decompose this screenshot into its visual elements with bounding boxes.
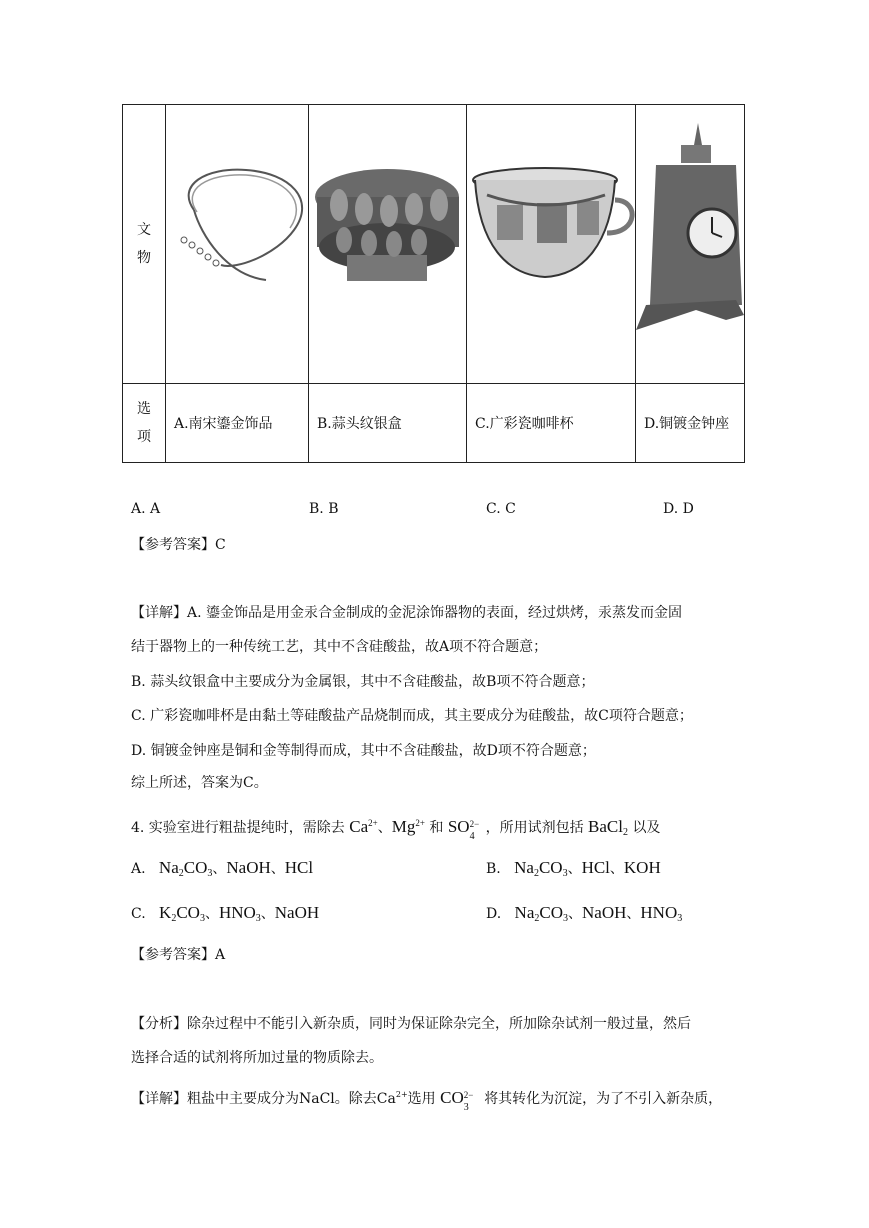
choice-c: C. C	[486, 501, 516, 517]
gold-chain-image	[166, 105, 308, 379]
choice-a: A. A	[131, 501, 161, 517]
relic-image-b	[309, 105, 467, 384]
relic-image-d	[636, 105, 745, 384]
q4-detail-line-1: 【详解】粗盐中主要成分为NaCl。除去$Ca^{2+}$选用 CO 2− 3 将其转化为沉淀，为了不引入新杂质，	[131, 1088, 723, 1113]
choice-b: B. B	[309, 501, 339, 517]
option-d-label: D.铜镀金钟座	[636, 384, 745, 463]
relic-image-c	[467, 105, 636, 384]
q4-choice-a: A. $Na_2CO_3$、NaOH、HCl	[131, 858, 314, 879]
q4-choice-c: C. $K_2CO_3$、$HNO_3$、NaOH	[131, 903, 320, 924]
q4-choice-d: D. $Na_2CO_3$、NaOH、$HNO_3$	[486, 903, 683, 924]
relics-table	[122, 104, 745, 463]
coffee-cup-image	[467, 105, 635, 379]
option-a-label: A.南宋鎏金饰品	[166, 384, 309, 463]
q4-answer: 【参考答案】A	[131, 947, 226, 963]
q3-detail-line-2: 结于器物上的一种传统工艺，其中不含硅酸盐，故A项不符合题意；	[131, 639, 548, 655]
q3-detail-line-6: 综上所述，答案为C。	[131, 775, 268, 791]
relic-row-header: 文 物	[123, 105, 166, 384]
choice-d: D. D	[663, 501, 694, 517]
clock-stand-image	[636, 105, 744, 379]
q4-choice-b: B. $Na_2CO_3$、HCl、KOH	[486, 858, 661, 879]
q4-analysis-line-1: 【分析】除杂过程中不能引入新杂质，同时为保证除杂完全，所加除杂试剂一般过量，然后	[131, 1016, 691, 1032]
q3-detail-line-3: B. 蒜头纹银盒中主要成分为金属银，其中不含硅酸盐，故B项不符合题意；	[131, 674, 595, 690]
q3-detail-line-5: D. 铜镀金钟座是铜和金等制得而成，其中不含硅酸盐，故D项不符合题意；	[131, 743, 596, 759]
option-c-label: C.广彩瓷咖啡杯	[467, 384, 636, 463]
q3-detail-line-4: C. 广彩瓷咖啡杯是由黏土等硅酸盐产品烧制而成，其主要成分为硅酸盐，故C项符合题意；	[131, 708, 693, 724]
option-b-label: B.蒜头纹银盒	[309, 384, 467, 463]
q4-analysis-line-2: 选择合适的试剂将所加过量的物质除去。	[131, 1050, 383, 1066]
q4-stem: 4. 实验室进行粗盐提纯时，需除去 $Ca^{2+}$、$Mg^{2+}$ 和 SO 2− 4 ，所用试剂包括 BaCl$_2$ 以及	[131, 817, 661, 842]
relic-image-a	[166, 105, 309, 384]
q3-detail-line-1: 【详解】A. 鎏金饰品是用金汞合金制成的金泥涂饰器物的表面，经过烘烤，汞蒸发而金固	[131, 605, 683, 621]
q3-answer: 【参考答案】C	[131, 537, 226, 553]
silver-box-image	[309, 105, 466, 379]
option-row-header: 选 项	[123, 384, 166, 463]
